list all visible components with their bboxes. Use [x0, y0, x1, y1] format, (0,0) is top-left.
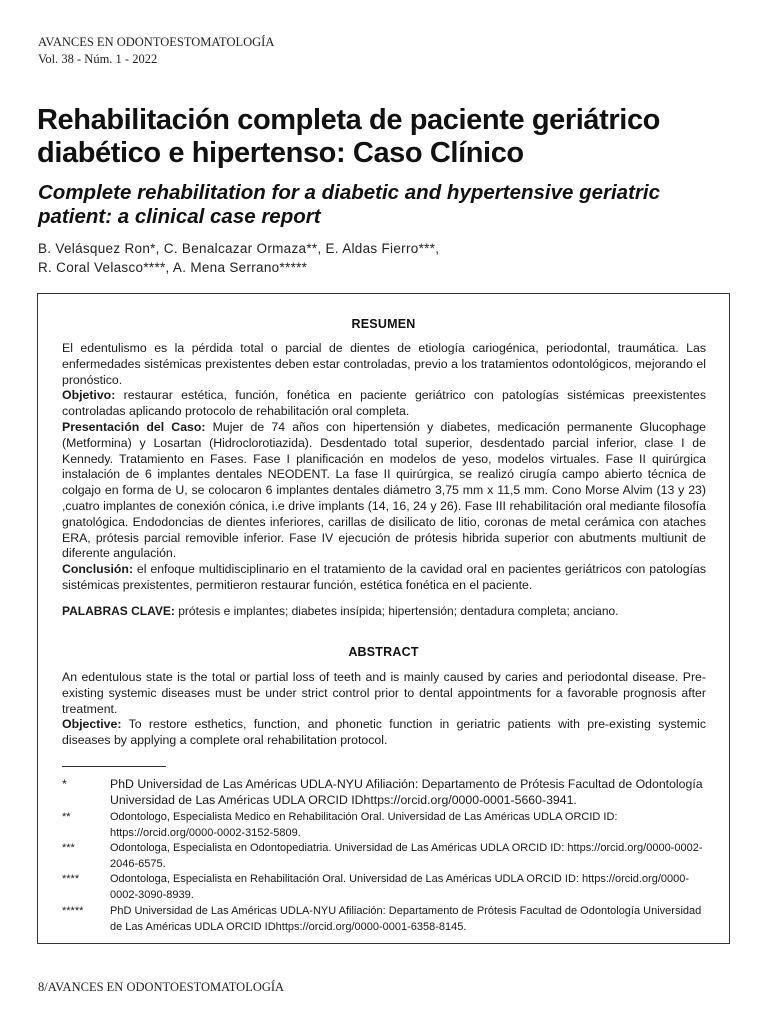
- objective-label: Objective:: [62, 717, 122, 732]
- footnote-text: Odontologo, Especialista Medico en Rehabilitación Oral. Universidad de Las Américas UDLA ORCID ID: https://orcid.org/0000-0002-3152-5809.: [110, 811, 618, 839]
- caso-label: Presentación del Caso:: [62, 419, 206, 434]
- article-title-spanish: Rehabilitación completa de paciente geriátrico diabético e hipertenso: Caso Clínico: [37, 104, 660, 169]
- footnote-3: [62, 841, 712, 872]
- conclusion-text: el enfoque multidisciplinario en el tratamiento de la cavidad oral en pacientes geriátricos con patologías sistémicas prexistentes, permitieron restaurar función, estética fonética en el paciente.: [62, 562, 706, 592]
- footnote-2: [62, 810, 712, 841]
- journal-header: [38, 34, 274, 68]
- author-line-2: R. Coral Velasco****, A. Mena Serrano*****: [38, 260, 308, 275]
- footnote-mark: **: [62, 811, 71, 823]
- journal-issue: Vol. 38 - Núm. 1 - 2022: [38, 52, 158, 66]
- footnote-text: PhD Universidad de Las Américas UDLA-NYU Afiliación: Departamento de Prótesis Facultad de Odontología Universidad de Las Américas UDLA ORCID IDhttps://orcid.org/0000-0001-5660-3941.: [110, 777, 703, 807]
- objective-text: To restore esthetics, function, and phonetic function in geriatric patients with pre-existing systemic diseases by applying a complete oral rehabilitation protocol.: [62, 717, 706, 748]
- resumen-heading: RESUMEN: [351, 317, 416, 331]
- footnote-5: [62, 904, 712, 935]
- footnote-1: [62, 776, 712, 808]
- footnote-mark: *****: [62, 905, 84, 917]
- objetivo-label: Objetivo:: [62, 388, 116, 403]
- keywords-label: PALABRAS CLAVE:: [62, 604, 175, 618]
- author-list: [38, 239, 738, 277]
- abstract-intro: An edentulous state is the total or partial loss of teeth and is mainly caused by caries and periodontal disease. Pre-existing systemic diseases must be under strict control prior to dental appointments for a favorable prognosis after treatment.: [62, 670, 706, 716]
- resumen-intro: El edentulismo es la pérdida total o parcial de dientes de etiología cariogénica, periodontal, traumática. Las enfermedades sistémicas prexistentes deben estar controladas, previo a los tratamientos odontológicos, mejorando el pronóstico.: [62, 341, 706, 387]
- page-footer: 8/AVANCES EN ODONTOESTOMATOLOGÍA: [38, 980, 285, 994]
- footnote-divider: [62, 766, 166, 767]
- abstract-objective: [62, 717, 706, 749]
- caso-text: Mujer de 74 años con hipertensión y diabetes, medicación permanente Glucophage (Metformina) y Losartan (Hidroclorotiazida). Desdentado total superior, desdentado parcial inferior, clase I de Kennedy. Tratamiento en Fases. Fase I planificación en modelos de yeso, modelos virtuales. Fase II quirúrgica instalación de 6 implantes dentales NEODENT. La fase II quirúrgica, se realizó cirugía campo abierto técnica de colgajo en forma de U, se colocaron 6 implantes dentales diámetro 3,75 mm x 11,5 mm. Cono Morse Alvim (13 y 23) ,cuatro implantes de conexión cónica, i.e drive implants (14, 16, 24 y 26). Fase III rehabilitación oral mediante filosofía gnatológica. Endodoncias de dientes inferiores, carillas de disilicato de litio, coronas de metal cerámica con ataches ERA, prótesis parcial removible inferior. Fase IV ejecución de prótesis hibrida superior con abutments multiunit de diferente angulación.: [62, 419, 707, 561]
- footnote-mark: ***: [62, 842, 75, 854]
- resumen-objetivo: [62, 388, 706, 420]
- abstract-heading: ABSTRACT: [348, 645, 419, 659]
- footnote-mark: *: [62, 777, 67, 791]
- resumen-conclusion: [62, 562, 706, 594]
- keywords-text: prótesis e implantes; diabetes insípida; hipertensión; dentadura completa; anciano.: [174, 604, 619, 618]
- footnote-text: Odontologa, Especialista en Odontopediatria. Universidad de Las Américas UDLA ORCID ID: https://orcid.org/0000-0002-2046-6575.: [110, 842, 703, 870]
- footnote-text: Odontologa, Especialista en Rehabilitación Oral. Universidad de Las Américas UDLA ORCID ID: https://orcid.org/0000-0002-3090-8939.: [110, 873, 690, 901]
- resumen-caso: [62, 420, 706, 562]
- article-title-english: Complete rehabilitation for a diabetic and hypertensive geriatric patient: a clinical case report: [38, 181, 660, 228]
- footnote-4: [62, 872, 712, 903]
- footnote-text: PhD Universidad de Las Américas UDLA-NYU Afiliación: Departamento de Prótesis Facultad de Odontología Universidad de Las Américas UDLA ORCID IDhttps://orcid.org/0000-0001-6358-8145.: [110, 905, 702, 933]
- objetivo-text: restaurar estética, función, fonética en paciente geriátrico con patologías sistémicas preexistentes controladas aplicando protocolo de rehabilitación oral completa.: [62, 388, 706, 419]
- footnote-mark: ****: [62, 873, 80, 885]
- journal-name: AVANCES EN ODONTOESTOMATOLOGÍA: [38, 35, 275, 49]
- author-line-1: B. Velásquez Ron*, C. Benalcazar Ormaza**, E. Aldas Fierro***,: [38, 241, 440, 256]
- keywords: [62, 604, 706, 620]
- conclusion-label: Conclusión:: [62, 562, 134, 577]
- resumen-body: [62, 341, 706, 594]
- abstract-body: [62, 670, 706, 749]
